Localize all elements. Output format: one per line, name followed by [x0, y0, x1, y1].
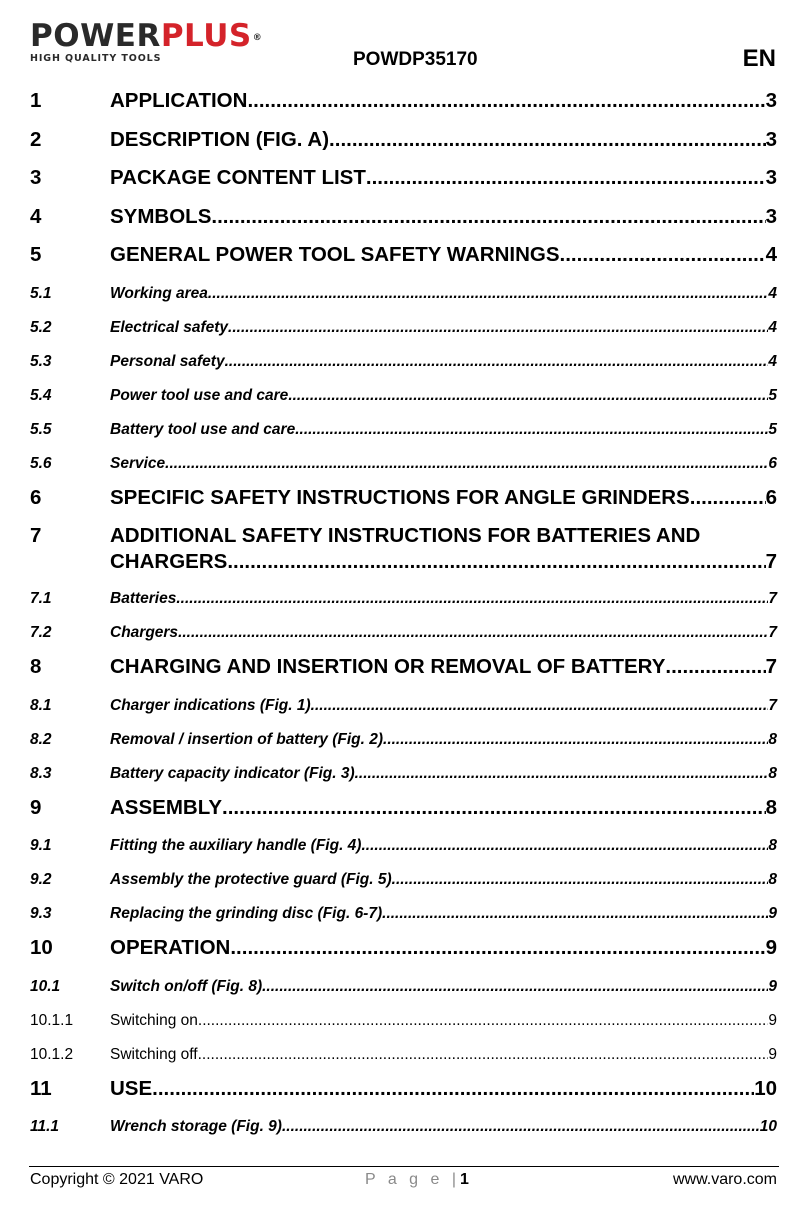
toc-title: Chargers [110, 624, 179, 641]
toc-entry[interactable] [30, 584, 777, 618]
toc-page: 7 [765, 550, 777, 573]
toc-leader [230, 933, 765, 963]
toc-leader [262, 972, 768, 1002]
toc-leader [288, 381, 768, 411]
toc-entry[interactable] [30, 240, 777, 279]
toc-page: 4 [765, 243, 777, 266]
toc-number: 1 [30, 89, 42, 112]
toc-leader [560, 240, 766, 270]
toc-page: 10 [754, 1076, 777, 1100]
footer-divider [29, 1166, 779, 1167]
toc-leader [392, 865, 769, 895]
footer-website[interactable]: www.varo.com [672, 1171, 777, 1188]
toc-number: 5.1 [30, 284, 52, 302]
toc-number: 3 [30, 166, 42, 189]
toc-leader [225, 347, 769, 377]
toc-leader [198, 1006, 768, 1036]
powerplus-logo [30, 20, 262, 64]
toc-leader [665, 652, 765, 682]
toc-leader [165, 449, 768, 479]
footer-page-indicator [365, 1171, 469, 1189]
toc-entry[interactable] [30, 1006, 777, 1040]
toc-entry[interactable] [30, 899, 777, 933]
toc-page: 3 [765, 89, 777, 112]
toc-page: 3 [765, 127, 777, 151]
toc-number: 5.5 [30, 420, 52, 438]
toc-number: 11 [30, 1076, 52, 1100]
page-label: P a g e | [365, 1171, 461, 1188]
toc-title: ADDITIONAL SAFETY INSTRUCTIONS FOR BATTERIES AND [110, 524, 701, 547]
toc-number: 5.2 [30, 318, 52, 336]
model-number: POWDP35170 [353, 49, 478, 70]
toc-title: GENERAL POWER TOOL SAFETY WARNINGS [110, 243, 560, 266]
toc-leader [211, 202, 765, 232]
toc-page: 6 [768, 454, 777, 472]
toc-page: 3 [765, 204, 777, 228]
toc-page: 4 [768, 352, 777, 370]
toc-entry[interactable] [30, 279, 777, 313]
toc-number: 8.3 [30, 764, 52, 782]
toc-leader [329, 125, 766, 155]
toc-page: 9 [768, 1011, 777, 1029]
toc-page: 9 [765, 936, 777, 959]
toc-number: 9.2 [30, 871, 52, 888]
toc-title: Replacing the grinding disc (Fig. 6-7) [110, 905, 383, 922]
toc-entry[interactable] [30, 163, 777, 202]
toc-leader [311, 691, 769, 721]
toc-entry[interactable] [30, 759, 777, 793]
toc-leader [228, 313, 768, 343]
toc-title: Switch on/off (Fig. 8) [110, 977, 263, 995]
toc-leader [355, 759, 769, 789]
toc-entry[interactable] [30, 86, 777, 125]
toc-title: Removal / insertion of battery (Fig. 2) [110, 730, 384, 748]
toc-page: 9 [768, 905, 777, 922]
toc-leader [176, 584, 768, 614]
toc-title: Battery capacity indicator (Fig. 3) [110, 764, 355, 782]
logo-tagline: HIGH QUALITY TOOLS [30, 53, 162, 64]
toc-title-continued: CHARGERS [110, 550, 228, 573]
toc-title: Assembly the protective guard (Fig. 5) [110, 871, 392, 888]
toc-title: SPECIFIC SAFETY INSTRUCTIONS FOR ANGLE GRINDERS [110, 485, 690, 509]
toc-number: 10.1 [30, 977, 61, 995]
toc-title: APPLICATION [110, 89, 248, 112]
toc-number: 6 [30, 485, 42, 509]
toc-title: Electrical safety [110, 318, 229, 336]
toc-title: PACKAGE CONTENT LIST [110, 166, 366, 189]
toc-entry[interactable] [30, 202, 777, 241]
toc-entry[interactable] [30, 831, 777, 865]
toc-page: 8 [768, 871, 777, 888]
toc-page: 3 [765, 166, 777, 189]
toc-entry[interactable] [30, 933, 777, 972]
toc-title: Switching on [110, 1011, 198, 1029]
toc-entry[interactable] [30, 1112, 777, 1146]
toc-entry[interactable] [30, 865, 777, 899]
toc-title: Charger indications (Fig. 1) [110, 696, 311, 714]
toc-leader [178, 618, 768, 648]
toc-number: 10.1.1 [30, 1011, 74, 1029]
toc-number: 8.2 [30, 730, 52, 748]
toc-leader [152, 1074, 754, 1104]
language-code: EN [742, 45, 776, 72]
toc-number: 10.1.2 [30, 1045, 74, 1063]
toc-leader [282, 1112, 760, 1142]
footer-copyright: Copyright © 2021 VARO [30, 1171, 204, 1188]
toc-entry[interactable] [30, 652, 777, 691]
toc-page: 8 [765, 795, 777, 819]
toc-number: 8.1 [30, 696, 52, 714]
toc-leader [366, 163, 766, 193]
toc-page: 8 [768, 730, 777, 748]
toc-number: 2 [30, 127, 42, 151]
toc-page: 5 [768, 420, 777, 438]
toc-leader [361, 831, 768, 861]
table-of-contents [30, 86, 777, 1146]
toc-title: Personal safety [110, 352, 225, 370]
toc-page: 7 [768, 624, 777, 641]
toc-number: 5.4 [30, 386, 52, 404]
toc-page: 10 [759, 1118, 777, 1135]
toc-page: 9 [768, 1045, 777, 1063]
toc-number: 7.1 [30, 590, 52, 607]
toc-leader [690, 483, 766, 513]
toc-entry[interactable] [30, 347, 777, 381]
toc-number: 8 [30, 655, 42, 678]
toc-number: 11.1 [30, 1118, 60, 1135]
toc-entry[interactable] [30, 449, 777, 483]
toc-entry[interactable] [30, 618, 777, 652]
toc-number: 5.6 [30, 454, 52, 472]
toc-title: Switching off [110, 1045, 198, 1063]
toc-number: 9 [30, 795, 42, 819]
toc-title: OPERATION [110, 936, 231, 959]
page-header [0, 0, 808, 85]
toc-entry[interactable] [30, 483, 777, 522]
toc-leader [198, 1040, 769, 1070]
toc-leader [247, 86, 765, 116]
toc-page: 4 [768, 284, 777, 302]
toc-title: SYMBOLS [110, 204, 212, 228]
toc-title: Working area [110, 284, 208, 302]
toc-page: 8 [768, 837, 777, 854]
toc-number: 9.1 [30, 837, 52, 854]
toc-page: 8 [768, 764, 777, 782]
toc-entry[interactable] [30, 1074, 777, 1113]
toc-entry[interactable] [30, 793, 777, 832]
toc-title: Battery tool use and care [110, 420, 296, 438]
toc-page: 7 [765, 655, 777, 678]
toc-number: 9.3 [30, 905, 52, 922]
toc-entry[interactable] [30, 125, 777, 164]
toc-entry[interactable] [30, 521, 777, 584]
toc-number: 7.2 [30, 624, 52, 641]
toc-leader [227, 547, 765, 577]
toc-title: Service [110, 454, 166, 472]
toc-title: Batteries [110, 590, 177, 607]
toc-title: ASSEMBLY [110, 795, 223, 819]
toc-entry[interactable] [30, 725, 777, 759]
toc-entry[interactable] [30, 691, 777, 725]
toc-number: 7 [30, 524, 42, 547]
toc-page: 7 [768, 696, 777, 714]
toc-leader [222, 793, 766, 823]
toc-page: 5 [768, 386, 777, 404]
toc-title: Fitting the auxiliary handle (Fig. 4) [110, 837, 362, 854]
toc-entry[interactable] [30, 415, 777, 449]
toc-page: 6 [765, 485, 777, 509]
toc-page: 7 [768, 590, 777, 607]
toc-leader [295, 415, 768, 445]
toc-number: 5.3 [30, 352, 52, 370]
toc-title: CHARGING AND INSERTION OR REMOVAL OF BATTERY [110, 655, 666, 678]
toc-title: Power tool use and care [110, 386, 289, 404]
logo-wordmark: POWERPLUS® [30, 18, 263, 54]
toc-leader [208, 279, 768, 309]
toc-entry[interactable] [30, 313, 777, 347]
toc-number: 5 [30, 243, 42, 266]
toc-entry[interactable] [30, 1040, 777, 1074]
toc-number: 4 [30, 204, 42, 228]
toc-number: 10 [30, 936, 53, 959]
toc-title: Wrench storage (Fig. 9) [110, 1118, 282, 1135]
toc-leader [383, 725, 768, 755]
toc-page: 4 [768, 318, 777, 336]
page-number: 1 [460, 1171, 469, 1188]
toc-leader [382, 899, 768, 929]
toc-entry[interactable] [30, 972, 777, 1006]
toc-title: USE [110, 1076, 153, 1100]
toc-page: 9 [768, 977, 777, 995]
toc-title: DESCRIPTION (FIG. A) [110, 127, 330, 151]
toc-entry[interactable] [30, 381, 777, 415]
